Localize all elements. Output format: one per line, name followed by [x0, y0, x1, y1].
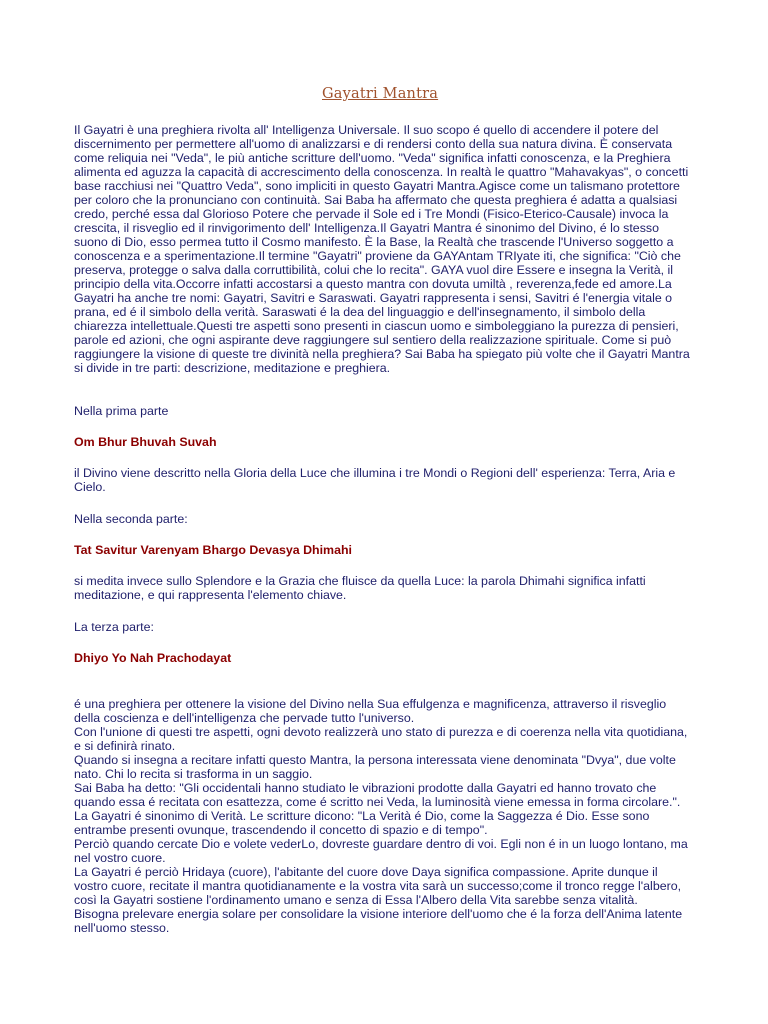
closing-line: Bisogna prelevare energia solare per consolidare la visione interiore dell'uomo che é la forza dell'Anima latente nell'uomo stesso.	[74, 907, 683, 935]
mantra-line-3: Dhiyo Yo Nah Prachodayat	[74, 651, 232, 665]
closing-line: Con l'unione di questi tre aspetti, ogni devoto realizzerà uno stato di purezza e di coerenza nella vita quotidiana, e si definirà rinato.	[74, 725, 688, 753]
part3-heading: La terza parte:	[74, 620, 154, 634]
closing-line: é una preghiera per ottenere la visione del Divino nella Sua effulgenza e magnificenza, attraverso il risveglio della coscienza e dell'intelligenza che pervade tutto l'universo.	[74, 697, 667, 725]
mantra-line-1: Om Bhur Bhuvah Suvah	[74, 435, 217, 449]
closing-line: Quando si insegna a recitare infatti questo Mantra, la persona interessata viene denominata "Dvya", due volte nato. Chi lo recita si trasforma in un saggio.	[74, 753, 676, 781]
part1-text: il Divino viene descritto nella Gloria della Luce che illumina i tre Mondi o Regioni dell' esperienza: Terra, Aria e Cielo.	[74, 466, 676, 494]
intro-paragraph: Il Gayatri è una preghiera rivolta all' Intelligenza Universale. Il suo scopo é quello di accendere il potere del discernimento per permettere all'uomo di analizzarsi e di rendersi conto della sua natura divina. È conservata come reliquia nei "Veda", le più antiche scritture dell'uomo. "Veda" significa infatti conoscenza, e la Preghiera alimenta ed aguzza la capacità di accrescimento della conoscenza. In realtà le quattro "Mahavakyas", o concetti base racchiusi nei "Quattro Veda", sono impliciti in questo Gayatri Mantra.Agisce come un talismano protettore per coloro che la pronunciano con continuità. Sai Baba ha affermato che questa preghiera é adatta a qualsiasi credo, perché essa dal Glorioso Potere che pervade il Sole ed i Tre Mondi (Fisico-Eterico-Causale) invoca la crescita, il risveglio ed il rinvigorimento dell' Intelligenza.Il Gayatri Mantra é sinonimo del Divino, é lo stesso suono di Dio, esso permea tutto il Cosmo manifesto. È la Base, la Realtà che trascende l'Universo soggetto a conoscenza e a sperimentazione.Il termine "Gayatri" proviene da GAYAntam TRIyate iti, che significa: "Ciò che preserva, protegge o salva dalla corruttibilità, colui che lo recita". GAYA vuol dire Essere e insegna la Verità, il principio della vita.Occorre infatti accostarsi a questo mantra con dovuta umiltà , reverenza,fede ed amore.La Gayatri ha anche tre nomi: Gayatri, Savitri e Saraswati. Gayatri rappresenta i sensi, Savitri é l'energia vitale o prana, ed é il simbolo della verità. Saraswati é la dea del linguaggio e dell'insegnamento, il simbolo della chiarezza intellettuale.Questi tre aspetti sono presenti in ciascun uomo e simboleggiano la purezza di pensieri, parole ed azioni, che ogni aspirante deve raggiungere sul sentiero della realizzazione spirituale. Come si può raggiungere la visione di queste tre divinità nella preghiera? Sai Baba ha spiegato più volte che il Gayatri Mantra si divide in tre parti: descrizione, meditazione e preghiera.	[74, 123, 690, 375]
closing-line: La Gayatri é perciò Hridaya (cuore), l'abitante del cuore dove Daya significa compassione. Aprite dunque il vostro cuore, recitate il mantra quotidianamente e la vostra vita sarà un successo;come il tronco regge l'albero, così la Gayatri sostiene l'ordinamento umano e senza di Essa l'Albero della Vita sarebbe senza vitalità.	[74, 865, 682, 907]
closing-section	[74, 697, 694, 935]
page-title: Gayatri Mantra	[322, 86, 439, 102]
part2-heading: Nella seconda parte:	[74, 512, 188, 526]
mantra-line-2: Tat Savitur Varenyam Bhargo Devasya Dhimahi	[74, 543, 352, 557]
closing-line: Perciò quando cercate Dio e volete vederLo, dovreste guardare dentro di voi. Egli non é in un luogo lontano, ma nel vostro cuore.	[74, 837, 688, 865]
part2-text: si medita invece sullo Splendore e la Grazia che fluisce da quella Luce: la parola Dhimahi significa infatti meditazione, e qui rappresenta l'elemento chiave.	[74, 574, 646, 602]
part1-heading: Nella prima parte	[74, 404, 169, 418]
closing-line: Sai Baba ha detto: "Gli occidentali hanno studiato le vibrazioni prodotte dalla Gayatri ed hanno trovato che quando essa é recitata con esattezza, come é scritto nei Veda, la luminosità viene emessa in forma circolare.". La Gayatri é sinonimo di Verità. Le scritture dicono: "La Verità é Dio, come la Saggezza é Dio. Esse sono entrambe presenti ovunque, trascendendo il concetto di spazio e di tempo".	[74, 781, 681, 837]
